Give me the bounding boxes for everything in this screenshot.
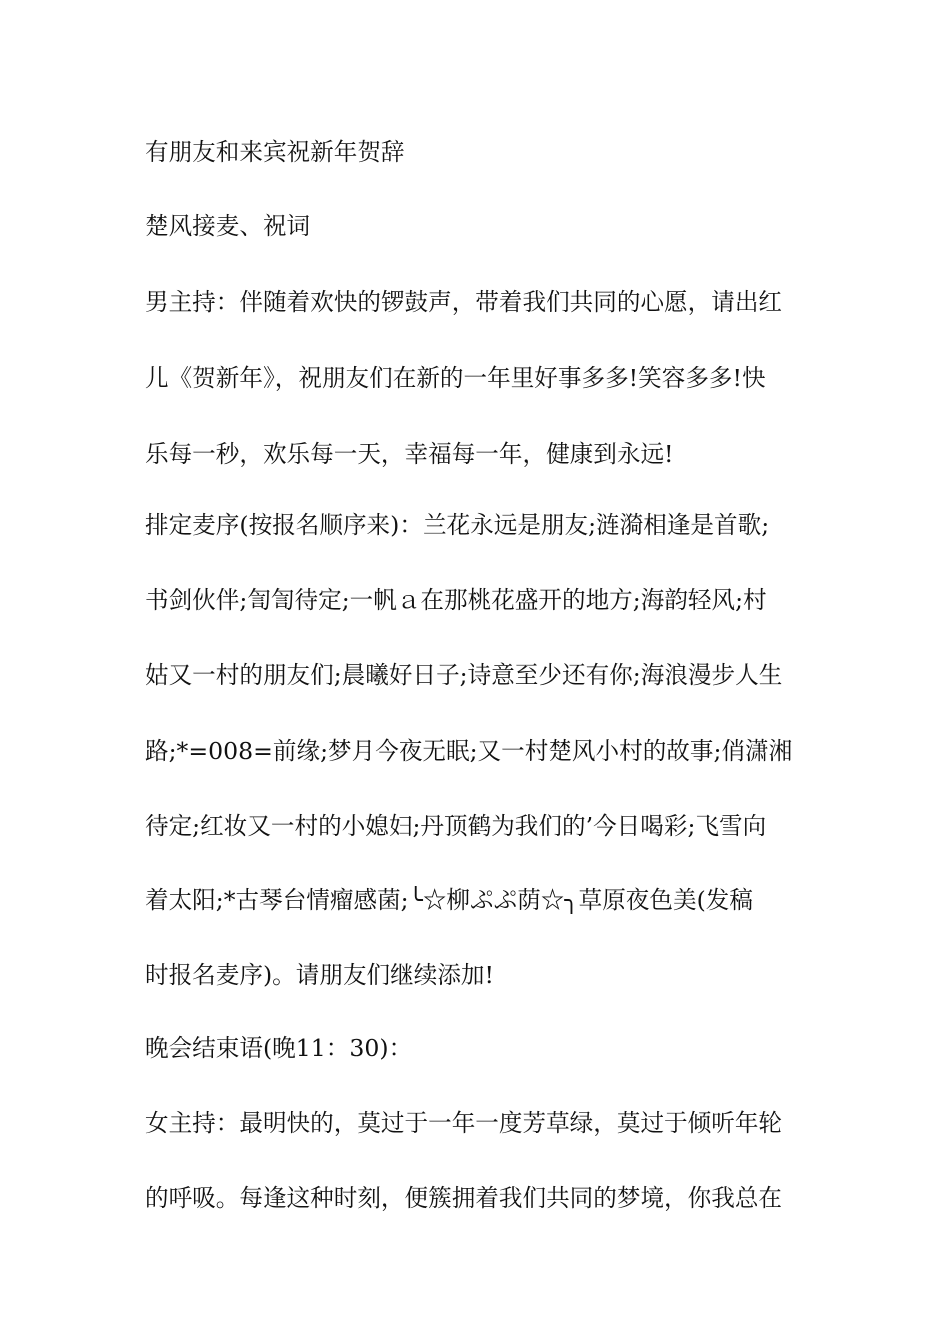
text-line: 儿《贺新年》，祝朋友们在新的一年里好事多多!笑容多多!快 bbox=[145, 364, 766, 392]
text-line: 着太阳;*古琴台情瘤感菌;╰☆柳ぷぷ荫☆╮草原夜色美(发稿 bbox=[145, 886, 753, 914]
text-line: 乐每一秒，欢乐每一天，幸福每一年，健康到永远! bbox=[145, 440, 674, 468]
text-line: 排定麦序(按报名顺序来)：兰花永远是朋友;涟漪相逢是首歌; bbox=[145, 511, 770, 539]
text-line: 姑又一村的朋友们;晨曦好日子;诗意至少还有你;海浪漫步人生 bbox=[145, 661, 783, 689]
text-line: 书剑伙伴;訇訇待定;一帆ａ在那桃花盛开的地方;海韵轻风;村 bbox=[145, 586, 767, 614]
document-title: 有朋友和来宾祝新年贺辞 bbox=[145, 138, 405, 166]
text-line: 路;*=008=前缘;梦月今夜无眠;又一村楚风小村的故事;俏潇湘 bbox=[145, 737, 793, 765]
text-line: 待定;红妆又一村的小媳妇;丹顶鹤为我们的’今日喝彩;飞雪向 bbox=[145, 812, 767, 840]
text-line: 男主持：伴随着欢快的锣鼓声，带着我们共同的心愿，请出红 bbox=[145, 288, 783, 316]
text-line: 女主持：最明快的，莫过于一年一度芳草绿，莫过于倾听年轮 bbox=[145, 1109, 783, 1137]
text-line: 时报名麦序)。请朋友们继续添加! bbox=[145, 961, 494, 989]
document-subtitle: 楚风接麦、祝词 bbox=[145, 212, 311, 240]
section-heading: 晚会结束语(晚11：30)： bbox=[145, 1034, 413, 1062]
text-line: 的呼吸。每逢这种时刻，便簇拥着我们共同的梦境，你我总在 bbox=[145, 1184, 783, 1212]
